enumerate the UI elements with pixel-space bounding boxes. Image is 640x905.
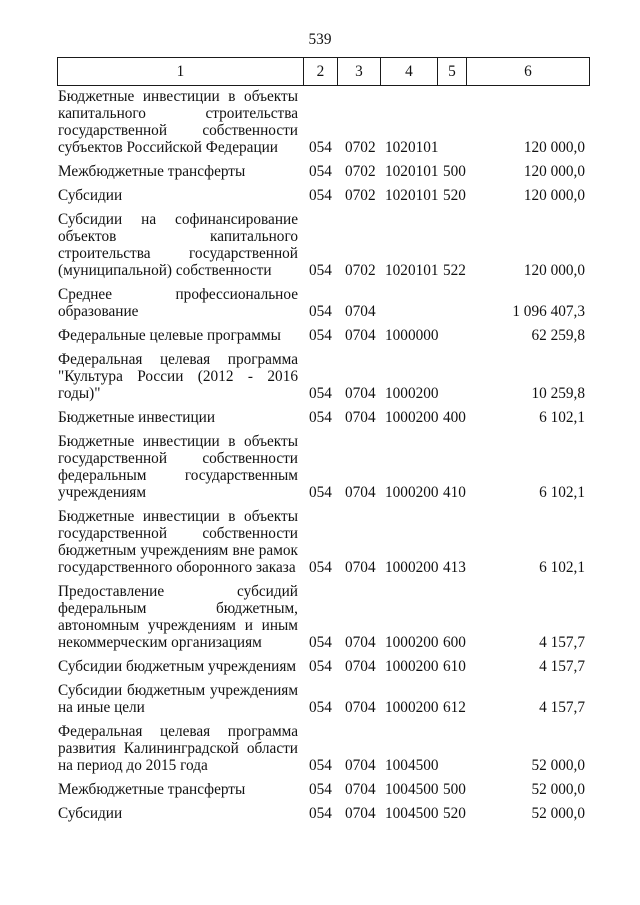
- item-name-line: капитального строительства: [58, 105, 298, 122]
- article-code: [380, 303, 437, 320]
- expense-type-code: 500: [443, 163, 466, 180]
- expense-type-code: [437, 327, 466, 344]
- expense-type-code: 522: [443, 262, 466, 279]
- expense-type-code: 600: [443, 634, 466, 651]
- article-code: 1020101: [385, 163, 439, 180]
- budget-row: [57, 508, 590, 576]
- item-name: [57, 327, 303, 344]
- section-code: 0702: [345, 139, 376, 156]
- section-code: 0702: [345, 187, 376, 204]
- section-code: 0704: [345, 484, 376, 501]
- expense-type-code: 413: [443, 559, 466, 576]
- expense-type-code: 520: [443, 187, 466, 204]
- amount: 4 157,7: [539, 699, 585, 716]
- item-name: [57, 187, 303, 204]
- budget-row: [57, 88, 590, 156]
- section-code: 0704: [345, 781, 376, 798]
- item-name-line: Межбюджетные трансферты: [58, 163, 246, 180]
- ministry-code: 054: [309, 187, 332, 204]
- section-code: 0704: [345, 327, 376, 344]
- budget-row: [57, 805, 590, 822]
- item-name-line: автономным учреждениям и иным: [58, 617, 298, 634]
- item-name-line: на период до 2015 года: [58, 757, 208, 774]
- amount: 4 157,7: [539, 658, 585, 675]
- amount: 1 096 407,3: [512, 303, 585, 320]
- budget-row: [57, 286, 590, 320]
- ministry-code: 054: [309, 262, 332, 279]
- amount: 6 102,1: [539, 559, 585, 576]
- budget-row: [57, 781, 590, 798]
- item-name-line: "Культура России (2012 - 2016: [58, 368, 298, 385]
- budget-row: [57, 327, 590, 344]
- item-name-line: Предоставление субсидий: [58, 583, 298, 600]
- item-name-line: Субсидии: [58, 805, 123, 822]
- header-col-2: 2: [303, 58, 337, 85]
- item-name-line: Субсидии на софинансирование: [58, 211, 298, 228]
- ministry-code: 054: [309, 484, 332, 501]
- expense-type-code: [437, 385, 466, 402]
- amount: 120 000,0: [523, 262, 585, 279]
- header-col-5: 5: [437, 58, 466, 85]
- expense-type-code: 410: [443, 484, 466, 501]
- expense-type-code: [437, 303, 466, 320]
- budget-row: [57, 211, 590, 279]
- section-code: 0704: [345, 385, 376, 402]
- item-name-line: на иные цели: [58, 699, 145, 716]
- item-name-line: бюджетным учреждениям вне рамок: [58, 542, 298, 559]
- expense-type-code: 610: [443, 658, 466, 675]
- item-name: [57, 805, 303, 822]
- amount: 52 000,0: [531, 757, 585, 774]
- article-code: 1004500: [385, 757, 439, 774]
- expense-type-code: 520: [443, 805, 466, 822]
- table-header: [57, 57, 590, 86]
- ministry-code: 054: [309, 805, 332, 822]
- ministry-code: 054: [309, 303, 332, 320]
- article-code: 1000200: [385, 409, 439, 426]
- budget-row: [57, 723, 590, 774]
- item-name-line: Федеральные целевые программы: [58, 327, 281, 344]
- item-name-line: Федеральная целевая программа: [58, 723, 298, 740]
- section-code: 0704: [345, 658, 376, 675]
- item-name: [57, 723, 303, 774]
- item-name-line: Бюджетные инвестиции в объекты: [58, 433, 298, 450]
- page-number: 539: [308, 31, 332, 48]
- section-code: 0704: [345, 559, 376, 576]
- item-name-line: государственной собственности: [58, 450, 298, 467]
- item-name-line: федеральным бюджетным,: [58, 600, 298, 617]
- item-name: [57, 88, 303, 156]
- header-col-6: 6: [466, 58, 590, 85]
- budget-row: [57, 163, 590, 180]
- item-name-line: Бюджетные инвестиции: [58, 409, 216, 426]
- item-name: [57, 433, 303, 501]
- header-col-1: 1: [57, 58, 303, 85]
- article-code: 1000200: [385, 658, 439, 675]
- item-name-line: объектов капитального: [58, 228, 298, 245]
- article-code: 1020101: [385, 187, 439, 204]
- amount: 6 102,1: [539, 409, 585, 426]
- item-name: [57, 163, 303, 180]
- article-code: 1000200: [385, 484, 439, 501]
- item-name-line: федеральным государственным: [58, 467, 298, 484]
- budget-row: [57, 658, 590, 675]
- item-name-line: образование: [58, 303, 139, 320]
- item-name: [57, 211, 303, 279]
- amount: 52 000,0: [531, 805, 585, 822]
- budget-row: [57, 682, 590, 716]
- table-body: [57, 85, 590, 822]
- item-name-line: Федеральная целевая программа: [58, 351, 298, 368]
- item-name: [57, 682, 303, 716]
- expense-type-code: 612: [443, 699, 466, 716]
- expense-type-code: [437, 757, 466, 774]
- ministry-code: 054: [309, 385, 332, 402]
- item-name: [57, 658, 303, 675]
- item-name: [57, 286, 303, 320]
- article-code: 1000200: [385, 699, 439, 716]
- ministry-code: 054: [309, 634, 332, 651]
- item-name-line: государственной собственности: [58, 122, 298, 139]
- ministry-code: 054: [309, 658, 332, 675]
- item-name: [57, 583, 303, 651]
- item-name: [57, 508, 303, 576]
- article-code: 1000000: [385, 327, 439, 344]
- article-code: 1000200: [385, 559, 439, 576]
- section-code: 0704: [345, 634, 376, 651]
- ministry-code: 054: [309, 139, 332, 156]
- item-name-line: государственного оборонного заказа: [58, 559, 296, 576]
- article-code: 1020101: [385, 139, 439, 156]
- section-code: 0704: [345, 805, 376, 822]
- budget-row: [57, 187, 590, 204]
- header-col-3: 3: [337, 58, 380, 85]
- ministry-code: 054: [309, 163, 332, 180]
- budget-row: [57, 409, 590, 426]
- item-name-line: некоммерческим организациям: [58, 634, 262, 651]
- item-name: [57, 409, 303, 426]
- section-code: 0704: [345, 757, 376, 774]
- item-name-line: строительства государственной: [58, 245, 298, 262]
- ministry-code: 054: [309, 327, 332, 344]
- article-code: 1000200: [385, 634, 439, 651]
- expense-type-code: [437, 139, 466, 156]
- expense-type-code: 400: [443, 409, 466, 426]
- header-col-4: 4: [380, 58, 437, 85]
- amount: 52 000,0: [531, 781, 585, 798]
- item-name-line: Среднее профессиональное: [58, 286, 298, 303]
- amount: 120 000,0: [523, 139, 585, 156]
- amount: 120 000,0: [523, 187, 585, 204]
- article-code: 1000200: [385, 385, 439, 402]
- item-name-line: Субсидии: [58, 187, 123, 204]
- item-name-line: развития Калининградской области: [58, 740, 298, 757]
- item-name: [57, 351, 303, 402]
- budget-row: [57, 583, 590, 651]
- ministry-code: 054: [309, 699, 332, 716]
- amount: 62 259,8: [531, 327, 585, 344]
- item-name: [57, 781, 303, 798]
- item-name-line: учреждениям: [58, 484, 147, 501]
- item-name-line: Субсидии бюджетным учреждениям: [58, 658, 297, 675]
- article-code: 1004500: [385, 805, 439, 822]
- expense-type-code: 500: [443, 781, 466, 798]
- amount: 10 259,8: [531, 385, 585, 402]
- amount: 4 157,7: [539, 634, 585, 651]
- section-code: 0702: [345, 163, 376, 180]
- item-name-line: Межбюджетные трансферты: [58, 781, 246, 798]
- item-name-line: Субсидии бюджетным учреждениям: [58, 682, 298, 699]
- item-name-line: государственной собственности: [58, 525, 298, 542]
- ministry-code: 054: [309, 409, 332, 426]
- item-name-line: Бюджетные инвестиции в объекты: [58, 508, 298, 525]
- section-code: 0704: [345, 409, 376, 426]
- ministry-code: 054: [309, 559, 332, 576]
- budget-row: [57, 351, 590, 402]
- item-name-line: Бюджетные инвестиции в объекты: [58, 88, 298, 105]
- article-code: 1020101: [385, 262, 439, 279]
- item-name-line: (муниципальной) собственности: [58, 262, 272, 279]
- item-name-line: субъектов Российской Федерации: [58, 139, 278, 156]
- section-code: 0702: [345, 262, 376, 279]
- ministry-code: 054: [309, 781, 332, 798]
- section-code: 0704: [345, 699, 376, 716]
- section-code: 0704: [345, 303, 376, 320]
- item-name-line: годы)": [58, 385, 101, 402]
- article-code: 1004500: [385, 781, 439, 798]
- amount: 120 000,0: [523, 163, 585, 180]
- budget-row: [57, 433, 590, 501]
- ministry-code: 054: [309, 757, 332, 774]
- amount: 6 102,1: [539, 484, 585, 501]
